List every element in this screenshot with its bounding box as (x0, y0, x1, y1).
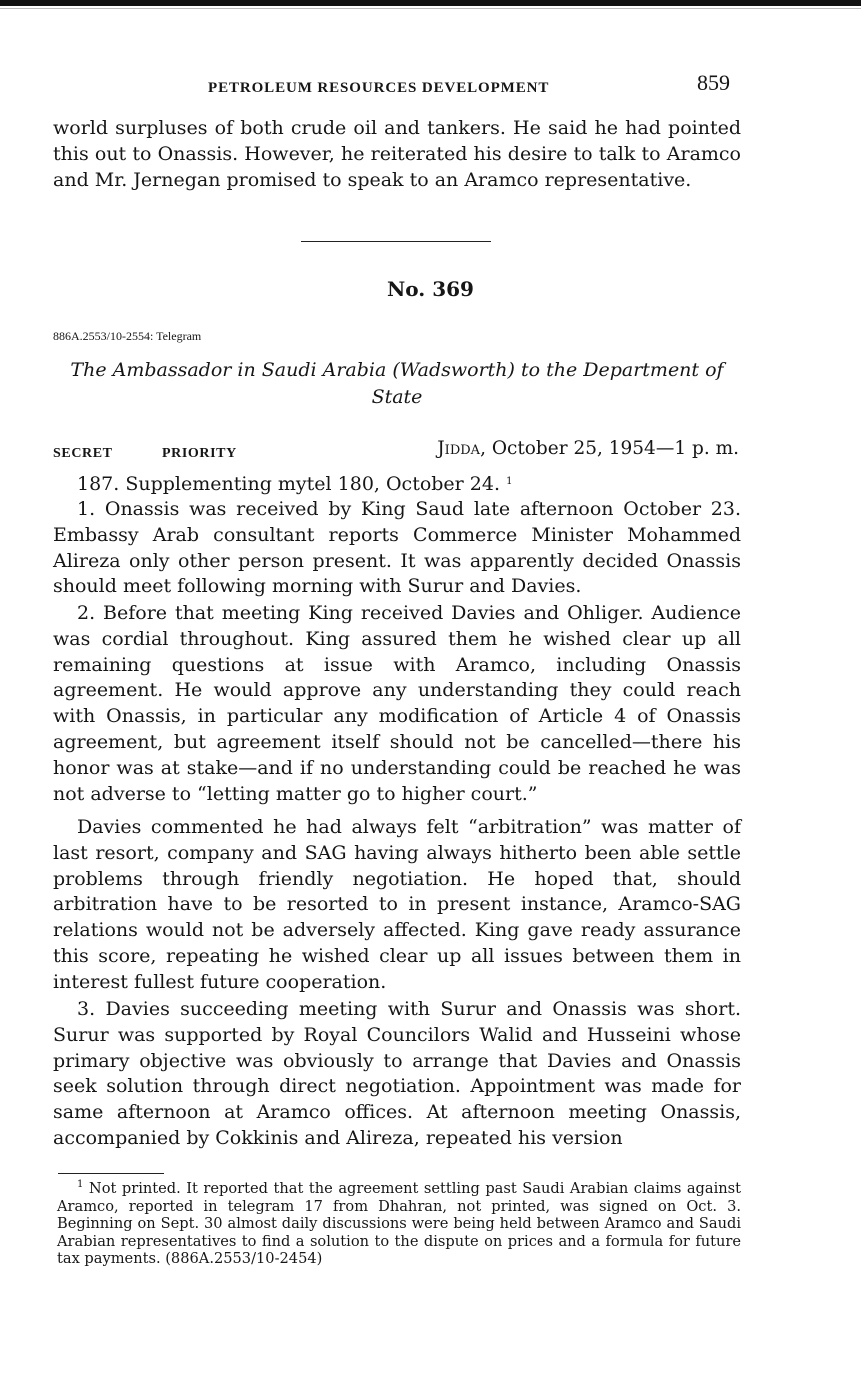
dateline-place: Jidda (437, 438, 481, 459)
telegram-header (53, 438, 741, 464)
document-number: No. 369 (387, 277, 474, 301)
footnote (57, 1180, 741, 1268)
classification-label: SECRET (53, 446, 113, 461)
paragraph-2: 2. Before that meeting King received Davies and Ohliger. Audience was cordial throughout. King assured them he wished clear up all remaining questions at issue with Aramco, including Onassis agreement. He would approve any understanding they could reach with Onassis, in particular any modification of Article 4 of Onassis agreement, but agreement itself should not be cancelled—there his honor was at stake—and if no understanding could be reached he was not adverse to “letting matter go to higher court.” (53, 602, 741, 805)
footnote-divider (58, 1173, 164, 1174)
paragraph-reference-text: 187. Supplementing mytel 180, October 24. (77, 473, 501, 495)
footnote-text: Not printed. It reported that the agreement settling past Saudi Arabian claims against Aramco, reported in telegram 17 from Dhahran, not printed, was signed on Oct. 3. Beginning on Sept. 30 almost daily discussions were being held between Aramco and Saudi Arabian representatives to find a solution to the dispute on prices and a formula for future tax payments. (886A.2553/10-2454) (57, 1180, 742, 1267)
footnote-mark: 1 (506, 476, 513, 487)
document-title: The Ambassador in Saudi Arabia (Wadsworth) to the Department of State (70, 359, 724, 408)
footnote-number: 1 (77, 1179, 84, 1190)
precedence-label: PRIORITY (162, 446, 237, 461)
top-border (0, 0, 861, 6)
section-divider (301, 241, 491, 242)
dateline-date: , October 25, 1954—1 p. m. (480, 438, 739, 459)
running-head: PETROLEUM RESOURCES DEVELOPMENT (208, 80, 550, 96)
top-border-hairline (0, 8, 861, 9)
page-number: 859 (697, 70, 730, 95)
paragraph-3: 3. Davies succeeding meeting with Surur and Onassis was short. Surur was supported by Royal Councilors Walid and Husseini whose primary objective was obviously to arrange that Davies and Onassis seek solution through direct negotiation. Appointment was made for same afternoon at Aramco offices. At afternoon meeting Onassis, accompanied by Cokkinis and Alireza, repeated his version (53, 998, 741, 1149)
paragraph-reference (53, 472, 741, 498)
paragraph-davies-comment: Davies commented he had always felt “arbitration” was matter of last resort, company and SAG having always hitherto been able settle problems through friendly negotiation. He hoped that, should arbitration have to be resorted to in present instance, Aramco-SAG relations would not be adversely affected. King gave ready assurance this score, repeating he wished clear up all issues between them in interest fullest future cooperation. (53, 816, 741, 993)
dateline (437, 438, 739, 459)
file-reference: 886A.2553/10-2554: Telegram (53, 329, 202, 343)
paragraph-1: 1. Onassis was received by King Saud late afternoon October 23. Embassy Arab consultant reports Commerce Minister Mohammed Alireza only other person present. It was apparently decided Onassis should meet following morning with Surur and Davies. (53, 498, 741, 598)
continuation-paragraph: world surpluses of both crude oil and tankers. He said he had pointed this out to Onassis. However, he reiterated his desire to talk to Aramco and Mr. Jernegan promised to speak to an Aramco representative. (53, 117, 741, 191)
